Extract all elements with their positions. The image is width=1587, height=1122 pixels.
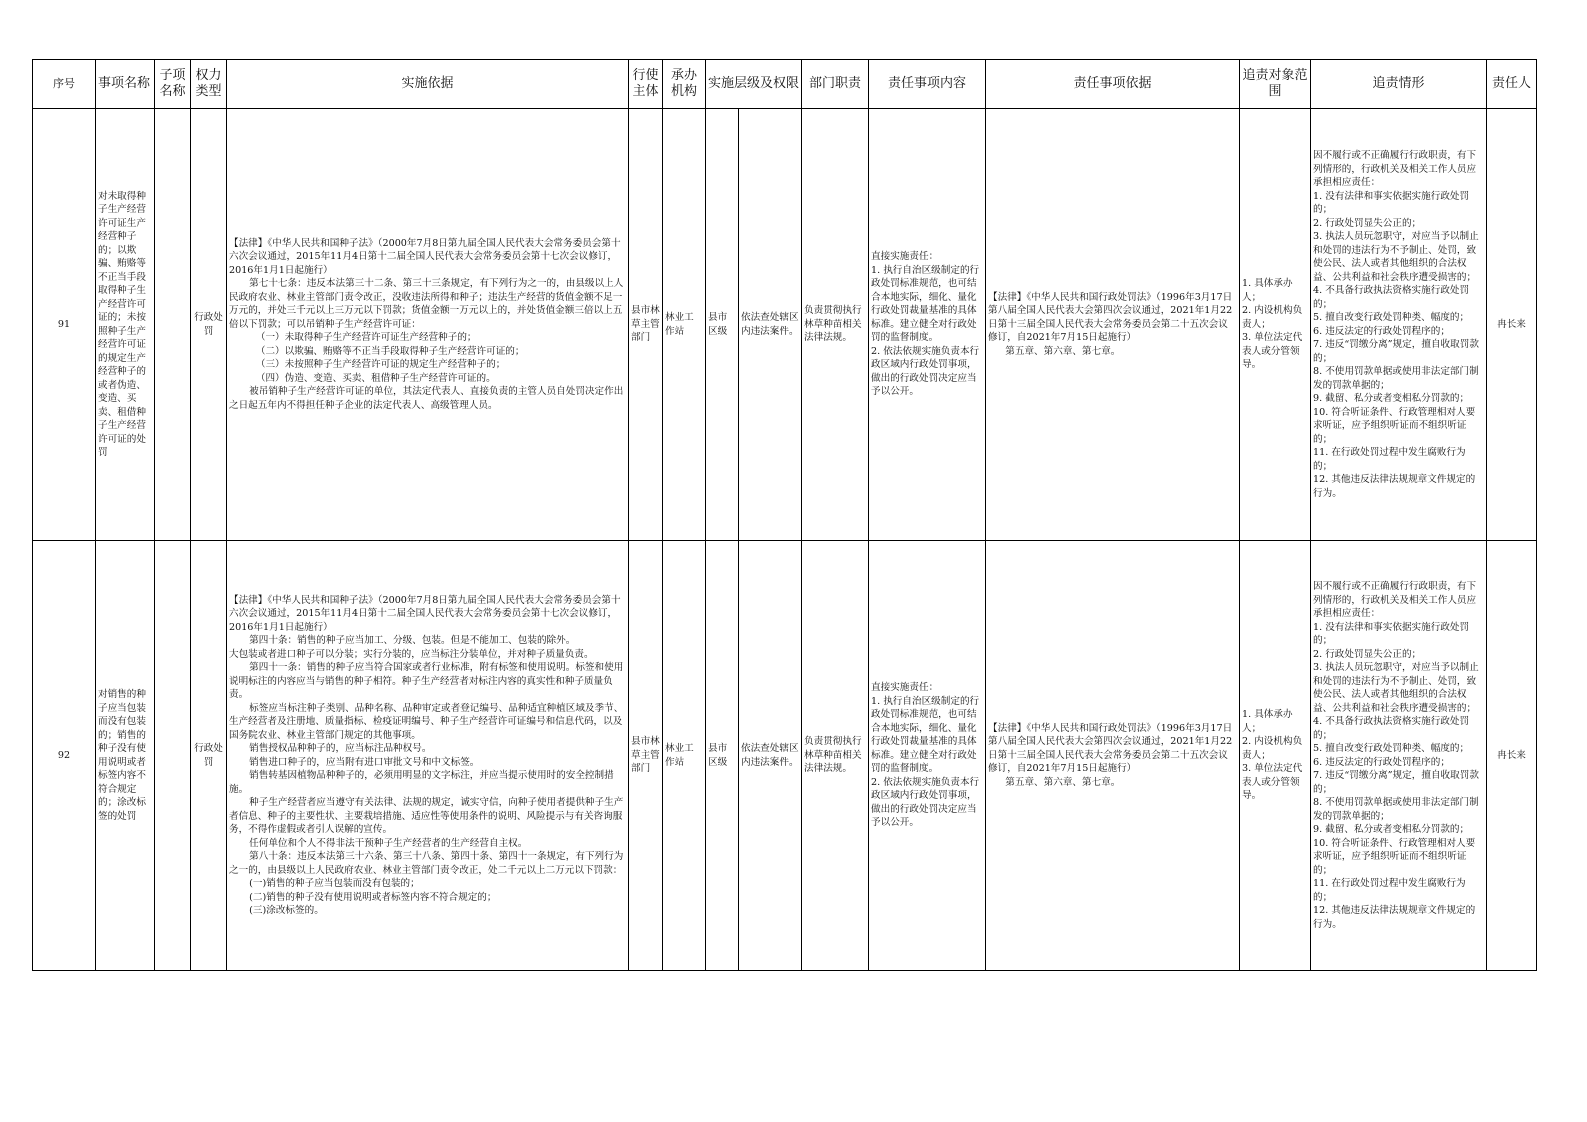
header-agency: 承办机构 bbox=[663, 60, 706, 109]
basis-paragraph: （二）以欺骗、贿赂等不正当手段取得种子生产经营许可证的； bbox=[255, 345, 525, 357]
cell-basis bbox=[227, 109, 629, 541]
cell-level-b: 依法查处辖区内违法案件。 bbox=[739, 541, 802, 971]
header-sub-item: 子项名称 bbox=[155, 60, 191, 109]
resp-basis-line: 第五章、第六章、第七章。 bbox=[1005, 776, 1121, 788]
acc-case-line: 1. 没有法律和事实依据实施行政处罚的； bbox=[1313, 621, 1470, 646]
basis-paragraph: (三)涂改标签的。 bbox=[249, 905, 324, 916]
table-row bbox=[33, 541, 1537, 971]
cell-duty: 负责贯彻执行林草种苗相关法律法规。 bbox=[802, 541, 869, 971]
acc-case-line: 4. 不具备行政执法资格实施行政处罚的； bbox=[1313, 716, 1470, 741]
cell-agency: 林业工作站 bbox=[663, 109, 706, 541]
cell-sub-item bbox=[155, 109, 191, 541]
basis-paragraph: 标签应当标注种子类别、品种名称、品种审定或者登记编号、品种适宜种植区域及季节、生产经营者及注册地、质量指标、检疫证明编号、种子生产经营许可证编号和信息代码，以及国务院农业、林业主管部门规定的其他事项。 bbox=[229, 702, 624, 741]
cell-power-type: 行政处罚 bbox=[191, 541, 227, 971]
cell-resp-content bbox=[869, 109, 986, 541]
basis-paragraph: 销售进口种子的，应当附有进口审批文号和中文标签。 bbox=[249, 756, 480, 768]
header-item-name: 事项名称 bbox=[96, 60, 155, 109]
acc-case-line: 2. 行政处罚显失公正的； bbox=[1313, 217, 1422, 229]
acc-case-line: 10. 符合听证条件、行政管理相对人要求听证，应予组织听证而不组织听证的； bbox=[1313, 837, 1476, 876]
basis-paragraph: 销售转基因植物品种种子的，必须用明显的文字标注，并应当提示使用时的安全控制措施。 bbox=[229, 770, 614, 795]
acc-scope-line: 3. 单位法定代表人或分管领导。 bbox=[1242, 332, 1303, 371]
cell-subject: 县市林草主管部门 bbox=[629, 541, 663, 971]
acc-case-line: 因不履行或不正确履行行政职责，有下列情形的，行政机关及相关工作人员应承担相应责任： bbox=[1313, 581, 1477, 619]
acc-scope-line: 2. 内设机构负责人； bbox=[1242, 305, 1303, 330]
cell-person: 冉长来 bbox=[1487, 109, 1537, 541]
header-level: 实施层级及权限 bbox=[706, 60, 802, 109]
resp-content-line: 直接实施责任： bbox=[871, 251, 939, 263]
basis-paragraph: (一)销售的种子应当包装而没有包装的； bbox=[249, 878, 420, 889]
acc-case-line: 9. 截留、私分或者变相私分罚款的； bbox=[1313, 824, 1470, 835]
cell-resp-basis bbox=[986, 541, 1240, 971]
acc-case-line: 2. 行政处罚显失公正的； bbox=[1313, 648, 1422, 660]
header-acc-scope: 追责对象范围 bbox=[1240, 60, 1311, 109]
cell-agency: 林业工作站 bbox=[663, 541, 706, 971]
acc-case-line: 12. 其他违反法律法规规章文件规定的行为。 bbox=[1313, 474, 1476, 499]
acc-case-line: 6. 违反法定的行政处罚程序的； bbox=[1313, 325, 1450, 337]
basis-paragraph: （一）未取得种子生产经营许可证生产经营种子的； bbox=[255, 332, 477, 344]
header-person: 责任人 bbox=[1487, 60, 1537, 109]
basis-paragraph: 任何单位和个人不得非法干预种子生产经营者的生产经营自主权。 bbox=[249, 837, 528, 849]
cell-acc-scope bbox=[1240, 109, 1311, 541]
acc-case-line: 8. 不使用罚款单据或使用非法定部门制发的罚款单据的； bbox=[1313, 797, 1479, 822]
responsibility-table bbox=[32, 59, 1537, 971]
acc-case-line: 12. 其他违反法律法规规章文件规定的行为。 bbox=[1313, 905, 1476, 930]
cell-level-a: 县市区级 bbox=[706, 109, 739, 541]
cell-acc-case bbox=[1311, 109, 1487, 541]
cell-acc-case bbox=[1311, 541, 1487, 971]
cell-sub-item bbox=[155, 541, 191, 971]
header-subject: 行使主体 bbox=[629, 60, 663, 109]
resp-content-line: 1. 执行自治区级制定的行政处罚标准规范，也可结合本地实际，细化、量化行政处罚裁量基准的具体标准。建立健全对行政处罚的监督制度。 bbox=[871, 264, 980, 344]
acc-case-line: 因不履行或不正确履行行政职责，有下列情形的，行政机关及相关工作人员应承担相应责任： bbox=[1313, 150, 1477, 188]
cell-seq: 91 bbox=[33, 109, 96, 541]
acc-case-line: 5. 擅自改变行政处罚种类、幅度的； bbox=[1313, 312, 1470, 323]
basis-paragraph: (二)销售的种子没有使用说明或者标签内容不符合规定的； bbox=[249, 891, 497, 903]
basis-paragraph: （四）伪造、变造、买卖、租借种子生产经营许可证的。 bbox=[255, 372, 496, 384]
acc-case-line: 5. 擅自改变行政处罚种类、幅度的； bbox=[1313, 743, 1470, 754]
header-duty: 部门职责 bbox=[802, 60, 869, 109]
resp-content-line: 2. 依法依规实施负责本行政区域内行政处罚事项，做出的行政处罚决定应当予以公开。 bbox=[871, 776, 980, 829]
acc-case-line: 11. 在行政处罚过程中发生腐败行为的； bbox=[1313, 878, 1466, 903]
basis-paragraph: 第四十一条：销售的种子应当符合国家或者行业标准，附有标签和使用说明。标签和使用说明标注的内容应当与销售的种子相符。种子生产经营者对标注内容的真实性和种子质量负责。 bbox=[229, 662, 624, 700]
cell-seq: 92 bbox=[33, 541, 96, 971]
basis-paragraph: 大包装或者进口种子可以分装；实行分装的，应当标注分装单位，并对种子质量负责。 bbox=[229, 648, 594, 660]
acc-case-line: 3. 执法人员玩忽职守，对应当予以制止和处罚的违法行为不予制止、处罚，致使公民、法人或者其他组织的合法权益、公共利益和社会秩序遭受损害的； bbox=[1313, 662, 1479, 714]
acc-case-line: 4. 不具备行政执法资格实施行政处罚的； bbox=[1313, 285, 1470, 310]
cell-resp-content bbox=[869, 541, 986, 971]
acc-case-line: 8. 不使用罚款单据或使用非法定部门制发的罚款单据的； bbox=[1313, 366, 1479, 391]
acc-case-line: 10. 符合听证条件、行政管理相对人要求听证，应予组织听证而不组织听证的； bbox=[1313, 406, 1476, 445]
cell-acc-scope bbox=[1240, 541, 1311, 971]
cell-power-type: 行政处罚 bbox=[191, 109, 227, 541]
resp-basis-line: 第五章、第六章、第七章。 bbox=[1005, 345, 1121, 357]
acc-case-line: 7. 违反“罚缴分离”规定，擅自收取罚款的； bbox=[1313, 770, 1479, 795]
acc-case-line: 7. 违反“罚缴分离”规定，擅自收取罚款的； bbox=[1313, 339, 1479, 364]
acc-scope-line: 1. 具体承办人； bbox=[1242, 278, 1293, 303]
cell-item-name: 对销售的种子应当包装而没有包装的；销售的种子没有使用说明或者标签内容不符合规定的；涂改标签的处罚 bbox=[96, 541, 155, 971]
acc-case-line: 11. 在行政处罚过程中发生腐败行为的； bbox=[1313, 447, 1466, 472]
table-header-row bbox=[33, 60, 1537, 109]
resp-content-line: 直接实施责任： bbox=[871, 682, 939, 694]
cell-item-name: 对未取得种子生产经营许可证生产经营种子的；以欺骗、贿赂等不正当手段取得种子生产经营许可证的；未按照种子生产经营许可证的规定生产经营种子的或者伪造、变造、买卖、租借种子生产经营许可证的处罚 bbox=[96, 109, 155, 541]
acc-scope-line: 1. 具体承办人； bbox=[1242, 709, 1293, 734]
table-row bbox=[33, 109, 1537, 541]
basis-paragraph: 种子生产经营者应当遵守有关法律、法规的规定，诚实守信，向种子使用者提供种子生产者信息、种子的主要性状、主要栽培措施、适应性等使用条件的说明、风险提示与有关咨询服务，不得作虚假或者引人误解的宣传。 bbox=[229, 797, 624, 835]
acc-scope-line: 2. 内设机构负责人； bbox=[1242, 736, 1303, 761]
basis-paragraph: 【法律】《中华人民共和国种子法》（2000年7月8日第九届全国人民代表大会常务委员会第十六次会议通过，2015年11月4日第十二届全国人民代表大会常务委员会第十七次会议修订，2016年1月1日起施行） bbox=[229, 237, 621, 276]
header-acc-case: 追责情形 bbox=[1311, 60, 1487, 109]
acc-scope-line: 3. 单位法定代表人或分管领导。 bbox=[1242, 763, 1303, 802]
acc-case-line: 6. 违反法定的行政处罚程序的； bbox=[1313, 756, 1450, 768]
basis-paragraph: （三）未按照种子生产经营许可证的规定生产经营种子的； bbox=[255, 359, 506, 371]
header-resp-content: 责任事项内容 bbox=[869, 60, 986, 109]
cell-level-a: 县市区级 bbox=[706, 541, 739, 971]
cell-duty: 负责贯彻执行林草种苗相关法律法规。 bbox=[802, 109, 869, 541]
header-power-type: 权力类型 bbox=[191, 60, 227, 109]
acc-case-line: 1. 没有法律和事实依据实施行政处罚的； bbox=[1313, 190, 1470, 215]
basis-paragraph: 第四十条：销售的种子应当加工、分级、包装。但是不能加工、包装的除外。 bbox=[249, 635, 576, 646]
resp-content-line: 1. 执行自治区级制定的行政处罚标准规范，也可结合本地实际，细化、量化行政处罚裁量基准的具体标准。建立健全对行政处罚的监督制度。 bbox=[871, 695, 980, 775]
basis-paragraph: 第八十条：违反本法第三十六条、第三十八条、第四十条、第四十一条规定，有下列行为之一的，由县级以上人民政府农业、林业主管部门责令改正，处二千元以上二万元以下罚款： bbox=[229, 851, 624, 876]
cell-person: 冉长来 bbox=[1487, 541, 1537, 971]
resp-content-line: 2. 依法依规实施负责本行政区域内行政处罚事项，做出的行政处罚决定应当予以公开。 bbox=[871, 345, 980, 398]
resp-basis-line: 【法律】《中华人民共和国行政处罚法》（1996年3月17日第八届全国人民代表大会第四次会议通过，2021年1月22日第十三届全国人民代表大会常务委员会第二十五次会议修订，自2021年7月15日起施行） bbox=[988, 291, 1233, 344]
header-resp-basis: 责任事项依据 bbox=[986, 60, 1240, 109]
cell-subject: 县市林草主管部门 bbox=[629, 109, 663, 541]
header-basis: 实施依据 bbox=[227, 60, 629, 109]
basis-paragraph: 【法律】《中华人民共和国种子法》（2000年7月8日第九届全国人民代表大会常务委员会第十六次会议通过，2015年11月4日第十二届全国人民代表大会常务委员会第十七次会议修订，2016年1月1日起施行） bbox=[229, 594, 621, 633]
acc-case-line: 3. 执法人员玩忽职守，对应当予以制止和处罚的违法行为不予制止、处罚，致使公民、法人或者其他组织的合法权益、公共利益和社会秩序遭受损害的； bbox=[1313, 231, 1479, 283]
acc-case-line: 9. 截留、私分或者变相私分罚款的； bbox=[1313, 393, 1470, 404]
resp-basis-line: 【法律】《中华人民共和国行政处罚法》（1996年3月17日第八届全国人民代表大会第四次会议通过，2021年1月22日第十三届全国人民代表大会常务委员会第二十五次会议修订，自2021年7月15日起施行） bbox=[988, 722, 1233, 775]
basis-paragraph: 销售授权品种种子的，应当标注品种权号。 bbox=[249, 743, 432, 754]
cell-resp-basis bbox=[986, 109, 1240, 541]
cell-basis bbox=[227, 541, 629, 971]
cell-level-b: 依法查处辖区内违法案件。 bbox=[739, 109, 802, 541]
header-seq: 序号 bbox=[33, 60, 96, 109]
basis-paragraph: 第七十七条：违反本法第三十二条、第三十三条规定，有下列行为之一的，由县级以上人民政府农业、林业主管部门责令改正，没收违法所得和种子；违法生产经营的货值金额不足一万元的，并处三千元以上三万元以下罚款；货值金额一万元以上的，并处货值金额三倍以上五倍以下罚款；可以吊销种子生产经营许可证： bbox=[229, 278, 624, 330]
basis-paragraph: 被吊销种子生产经营许可证的单位，其法定代表人、直接负责的主管人员自处罚决定作出之日起五年内不得担任种子企业的法定代表人、高级管理人员。 bbox=[229, 386, 624, 411]
